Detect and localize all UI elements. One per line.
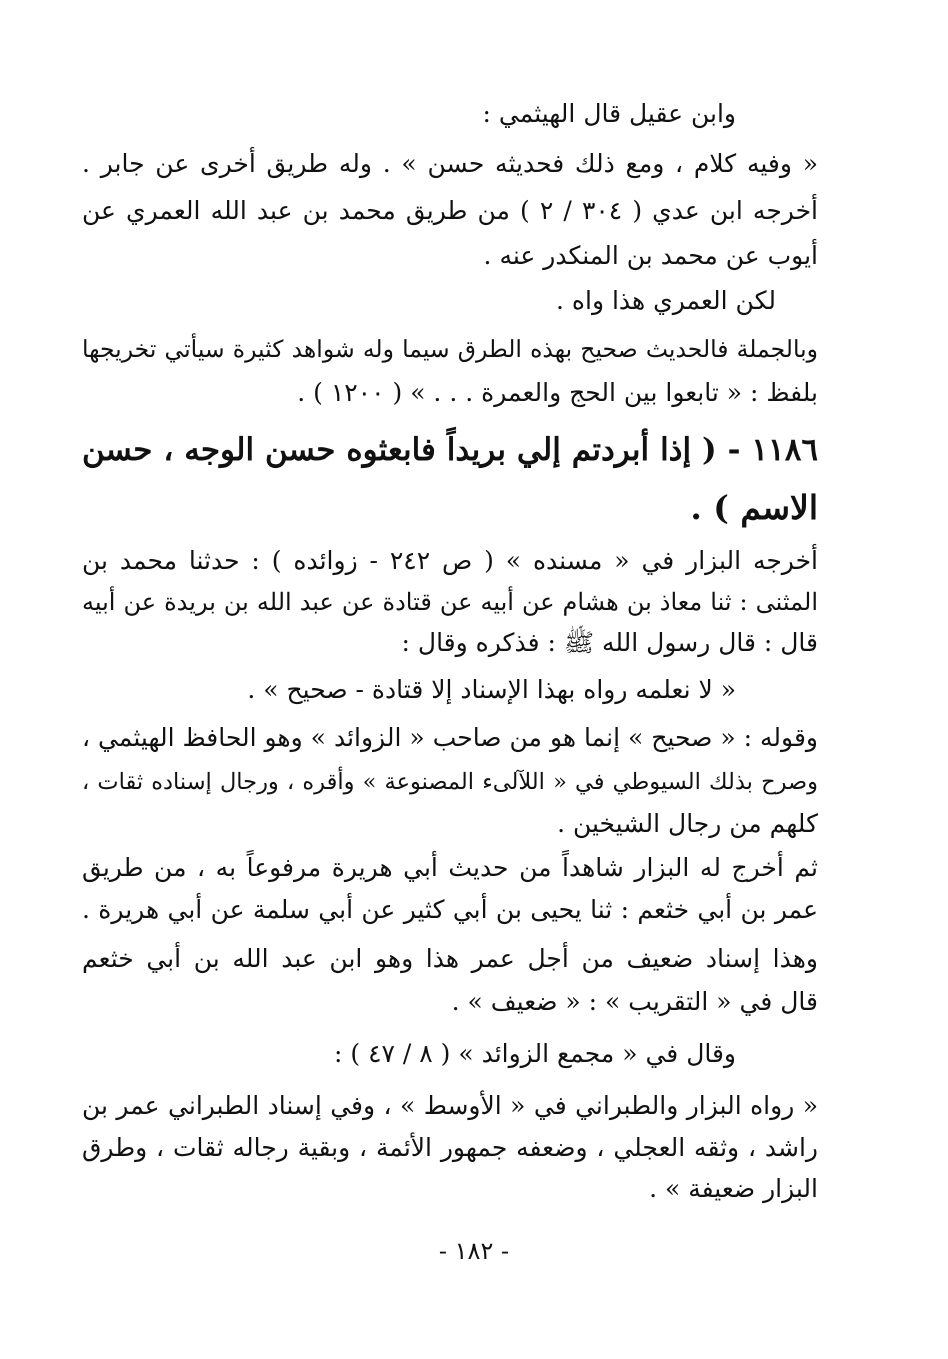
text-line: قال : قال رسول الله ﷺ : فذكره وقال : — [401, 628, 818, 657]
text-line: وصرح بذلك السيوطي في « اللآلىء المصنوعة » وأقره ، ورجال إسناده ثقات ، — [82, 769, 818, 795]
text-line: وبالجملة فالحديث صحيح بهذه الطرق سيما وله شواهد كثيرة سيأتي تخريجها — [82, 335, 818, 363]
text-line: قال في « التقريب » : « ضعيف » . — [451, 987, 818, 1016]
text-line: لكن العمري هذا واه . — [556, 286, 776, 315]
hadith-heading: ١١٨٦ - ( إذا أبردتم إلي بريداً فابعثوه حسن الوجه ، حسن — [82, 432, 818, 468]
page-number: - ١٨٢ - — [438, 1237, 510, 1265]
text-line: « رواه البزار والطبراني في « الأوسط » ، وفي إسناد الطبراني عمر بن — [82, 1091, 818, 1120]
text-line: راشد ، وثقه العجلي ، وضعفه جمهور الأئمة ، وبقية رجاله ثقات ، وطرق — [82, 1133, 818, 1162]
text-line: ثم أخرج له البزار شاهداً من حديث أبي هريرة مرفوعاً به ، من طريق — [82, 853, 818, 882]
text-line: وقوله : « صحيح » إنما هو من صاحب « الزوائد » وهو الحافظ الهيثمي ، — [82, 723, 818, 752]
text-line: المثنى : ثنا معاذ بن هشام عن أبيه عن قتادة عن عبد الله بن بريدة عن أبيه — [82, 588, 818, 616]
text-line: بلفظ : « تابعوا بين الحج والعمرة . . . » ( ١٢٠٠ ) . — [297, 378, 818, 407]
text-line: كلهم من رجال الشيخين . — [557, 809, 818, 838]
text-line: أخرجه البزار في « مسنده » ( ص ٢٤٢ - زوائده ) : حدثنا محمد بن — [82, 546, 818, 575]
text-line: وابن عقيل قال الهيثمي : — [482, 99, 736, 128]
text-line: « وفيه كلام ، ومع ذلك فحديثه حسن » . وله طريق أخرى عن جابر . — [82, 149, 818, 178]
text-line: وقال في « مجمع الزوائد » ( ٨ / ٤٧ ) : — [333, 1039, 736, 1068]
text-line: عمر بن أبي خثعم : ثنا يحيى بن أبي كثير عن أبي سلمة عن أبي هريرة . — [82, 895, 818, 924]
text-line: البزار ضعيفة » . — [649, 1174, 818, 1203]
hadith-heading: الاسم ) . — [690, 488, 818, 527]
text-line: وهذا إسناد ضعيف من أجل عمر هذا وهو ابن عبد الله بن أبي خثعم — [82, 944, 818, 973]
text-line: أيوب عن محمد بن المنكدر عنه . — [483, 241, 818, 270]
text-line: أخرجه ابن عدي ( ٣٠٤ / ٢ ) من طريق محمد بن عبد الله العمري عن — [82, 196, 818, 225]
text-line: « لا نعلمه رواه بهذا الإسناد إلا قتادة - صحيح » . — [247, 675, 736, 704]
